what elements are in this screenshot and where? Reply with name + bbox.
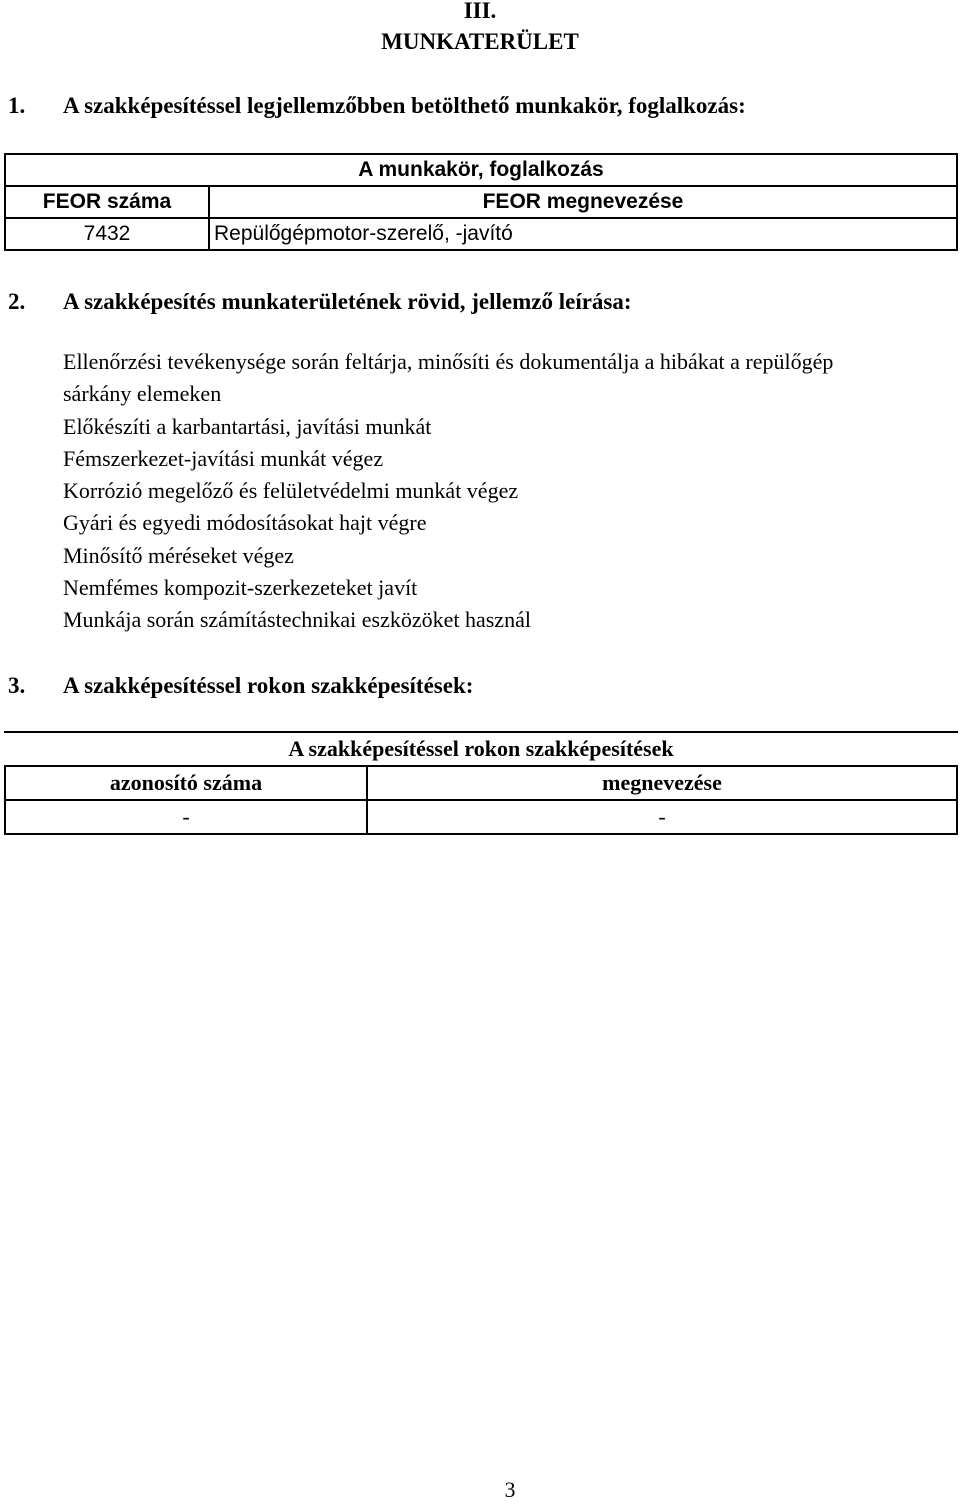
list-item: Előkészíti a karbantartási, javítási munkát: [63, 413, 432, 439]
list-item: Korrózió megelőző és felületvédelmi munkát végez: [63, 478, 519, 504]
list-item: Ellenőrzési tevékenysége során feltárja, minősíti és dokumentálja a hibákat a repülőgép: [63, 349, 834, 374]
section1-number: 1.: [8, 93, 26, 118]
section2-number: 2.: [8, 289, 26, 314]
part-title: MUNKATERÜLET: [381, 29, 579, 54]
section3-number: 3.: [8, 673, 26, 698]
occupation-table: [4, 153, 958, 251]
table-row: [5, 218, 957, 250]
list-item: Minősítő méréseket végez: [63, 542, 294, 568]
table-row: [5, 800, 957, 834]
related-name-cell: -: [367, 800, 957, 834]
related-id-cell: -: [5, 800, 367, 834]
list-item: Gyári és egyedi módosításokat hajt végre: [63, 510, 427, 536]
feor-code-cell: 7432: [5, 218, 209, 250]
work-description-list: [63, 346, 958, 637]
section1-title: A szakképesítéssel legjellemzőbben betölthető munkakör, foglalkozás:: [63, 93, 746, 118]
list-item: Nemfémes kompozit-szerkezeteket javít: [63, 575, 418, 601]
part-number: III.: [463, 0, 497, 23]
feor-name-cell: Repülőgépmotor-szerelő, -javító: [209, 218, 957, 250]
related-qualifications-table: [4, 731, 958, 835]
related-id-header: azonosító száma: [5, 766, 367, 800]
feor-code-header: FEOR száma: [5, 186, 209, 218]
list-item: Fémszerkezet-javítási munkát végez: [63, 445, 384, 471]
section2-title: A szakképesítés munkaterületének rövid, jellemző leírása:: [63, 289, 632, 314]
occupation-table-header: A munkakör, foglalkozás: [5, 154, 957, 186]
list-item: sárkány elemeken: [63, 381, 222, 407]
page-number: 3: [504, 1477, 516, 1502]
feor-name-header: FEOR megnevezése: [209, 186, 957, 218]
list-item: Munkája során számítástechnikai eszközöket használ: [63, 607, 531, 633]
related-table-header: A szakképesítéssel rokon szakképesítések: [5, 732, 957, 766]
section3-title: A szakképesítéssel rokon szakképesítések:: [63, 673, 474, 698]
related-name-header: megnevezése: [367, 766, 957, 800]
